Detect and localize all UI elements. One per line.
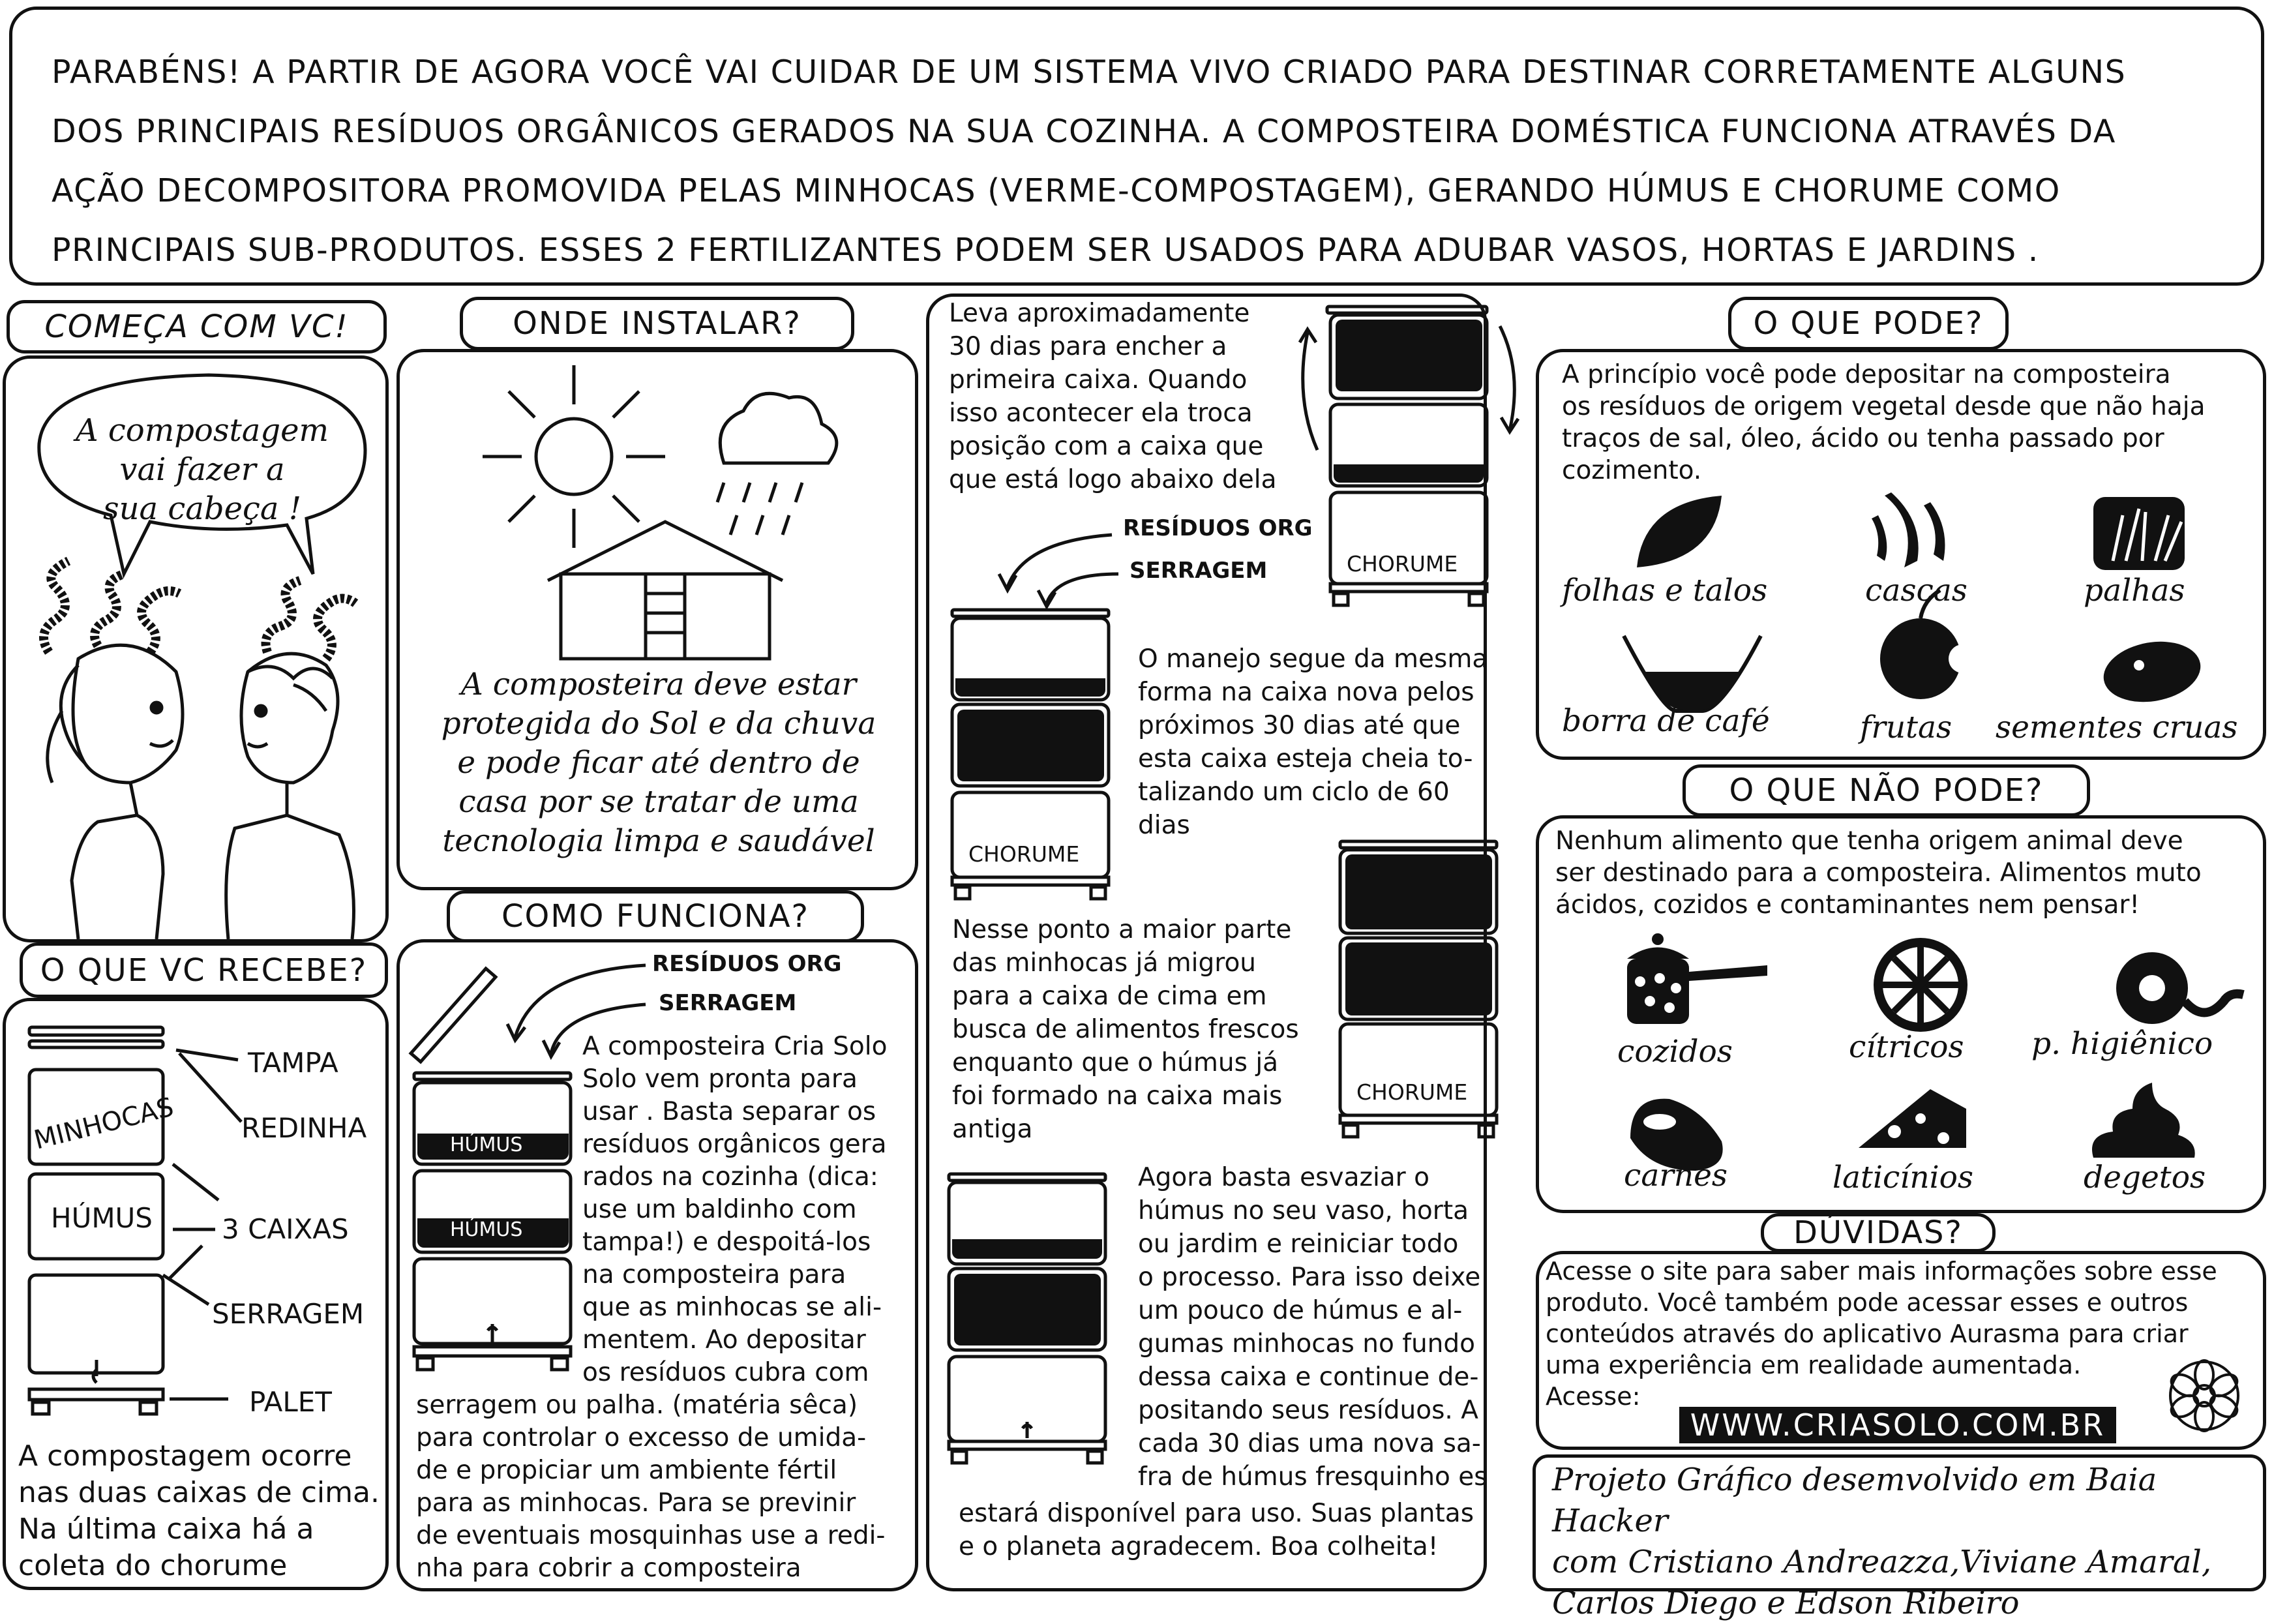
chorume-label-2: CHORUME — [968, 841, 1080, 867]
pode-item-folhas: folhas e talos — [1562, 573, 1768, 609]
pode-item-cascas: cascas — [1865, 573, 1967, 609]
bubble-text: A compostagem vai fazer a sua cabeça ! — [75, 412, 329, 527]
naopode-item-cozidos: cozidos — [1617, 1034, 1733, 1070]
criasolo-url-link[interactable]: WWW.CRIASOLO.COM.BR — [1679, 1407, 2116, 1443]
box-minhocas-label: MINHOCAS — [31, 1092, 177, 1156]
label-serragem: SERRAGEM — [212, 1298, 365, 1330]
naopode-item-laticinios: laticínios — [1833, 1160, 1974, 1195]
funciona-serragem-label: SERRAGEM — [659, 990, 797, 1016]
intro-text: PARABÉNS! A PARTIR DE AGORA VOCÊ VAI CUIDAR DE UM SISTEMA VIVO CRIADO PARA DESTINAR CORRETAMENTE ALGUNS DOS PRINCIPAIS RESÍDUOS ORGÂNICOS GERADOS NA SUA COZINHA. A COMPOSTEIRA DOMÉSTICA FUNCIONA ATRAVÉS DA AÇÃO DECOMPOSITORA PROMOVIDA PELAS MINHOCAS (VERME-COMPOSTAGEM), GERANDO HÚMUS E CHORUME COMO PRINCIPAIS SUB-PRODUTOS. ESSES 2 FERTILIZANTES PODEM SER USADOS PARA ADUBAR VASOS, HORTAS E JARDINS . — [52, 53, 2127, 269]
naopode-item-citricos: cítricos — [1849, 1029, 1964, 1065]
funciona-residuos-label: RESÍDUOS ORG — [652, 951, 842, 977]
pode-item-borra: borra de café — [1562, 703, 1770, 739]
comeca-title: COMEÇA COM VC! — [7, 300, 387, 353]
naopode-item-degetos: degetos — [2084, 1160, 2206, 1195]
chorume-label-3: CHORUME — [1356, 1079, 1468, 1105]
manejo-text-4: Agora basta esvaziar o húmus no seu vaso, horta ou jardim e reiniciar todo o processo. Para isso deixe um pouco de húmus e al- gumas minhocas no fundo dessa caixa e continue de- positando seus resíduos. A cada 30 dias uma nova sa- fra de húmus fresquinho es — [1138, 1163, 1488, 1492]
manejo-residuos-label: RESÍDUOS ORG — [1123, 515, 1313, 541]
pode-item-frutas: frutas — [1860, 710, 1952, 745]
funciona-text-2: serragem ou palha. (matéria sêca) para controlar o excesso de umida- de e propiciar um ambiente fértil para as minhocas. Para se previnir de eventuais mosquinhas use a redi- nha para cobrir a composteira — [416, 1391, 886, 1583]
label-tampa: TAMPA — [248, 1047, 338, 1079]
instalar-title: ONDE INSTALAR? — [460, 297, 854, 350]
chorume-label-1: CHORUME — [1347, 551, 1458, 577]
pode-text: A princípio você pode depositar na composteira os resíduos de origem vegetal desde que não haja traços de sal, óleo, ácido ou tenha passado por cozimento. — [1562, 360, 2206, 485]
manejo-text-5: estará disponível para uso. Suas plantas e o planeta agradecem. Boa colheita! — [959, 1499, 1474, 1561]
humus-label-1: HÚMUS — [450, 1134, 523, 1156]
box-humus-label: HÚMUS — [51, 1202, 153, 1234]
naopode-item-papel: p. higiênico — [2031, 1026, 2213, 1062]
instalar-text: A composteira deve estar protegida do Sol e da chuva e pode ficar até dentro de casa por se tratar de uma tecnologia limpa e saudável — [441, 667, 876, 859]
recebe-text: A compostagem ocorre nas duas caixas de cima. Na última caixa há a coleta do chorume — [18, 1439, 380, 1582]
pode-item-palhas: palhas — [2084, 573, 2185, 609]
duvidas-title: DÚVIDAS? — [1761, 1213, 1996, 1252]
label-redinha: REDINHA — [241, 1112, 367, 1144]
naopode-title: O QUE NÃO PODE? — [1683, 764, 2090, 817]
pode-title: O QUE PODE? — [1728, 297, 2009, 350]
humus-label-2: HÚMUS — [450, 1218, 523, 1241]
naopode-text: Nenhum alimento que tenha origem animal deve ser destinado para a composteira. Alimentos muto ácidos, cozidos e contaminantes nem pensar! — [1555, 826, 2202, 920]
manejo-text-1: Leva aproximadamente 30 dias para encher a primeira caixa. Quando isso acontecer ela troca posição com a caixa que que está logo abaixo dela — [949, 299, 1277, 494]
duvidas-text: Acesse o site para saber mais informações sobre esse produto. Você também pode acessar esses e outros conteúdos através do aplicativo Aurasma para criar uma experiência em realidade aumentada. Acesse: — [1546, 1257, 2217, 1411]
manejo-text-3: Nesse ponto a maior parte das minhocas já migrou para a caixa de cima em busca de alimentos frescos enquanto que o húmus já foi formado na caixa mais antiga — [952, 915, 1299, 1144]
label-3-caixas: 3 CAIXAS — [222, 1213, 349, 1245]
recebe-title: O QUE VC RECEBE? — [20, 942, 388, 998]
label-palet: PALET — [249, 1386, 332, 1418]
funciona-text-1: A composteira Cria Solo Solo vem pronta para usar . Basta separar os resíduos orgânicos gera rados na cozinha (dica: use um baldinho com tampa!) e despoitá-los na composteira para que as minhocas se ali- mentem. Ao depositar os resíduos cubra com — [582, 1032, 888, 1387]
manejo-serragem-label: SERRAGEM — [1130, 558, 1268, 584]
pode-item-sementes: sementes cruas — [1996, 710, 2238, 745]
credits-text: Projeto Gráfico desemvolvido em Baia Hacker com Cristiano Andreazza,Viviane Amaral, Carlos Diego e Edson Ribeiro — [1552, 1462, 2212, 1621]
manejo-text-2: O manejo segue da mesma forma na caixa nova pelos próximos 30 dias até que esta caixa esteja cheia to- talizando um ciclo de 60 dias — [1138, 644, 1488, 840]
naopode-item-carnes: carnes — [1624, 1158, 1728, 1194]
funciona-title: COMO FUNCIONA? — [447, 890, 864, 942]
